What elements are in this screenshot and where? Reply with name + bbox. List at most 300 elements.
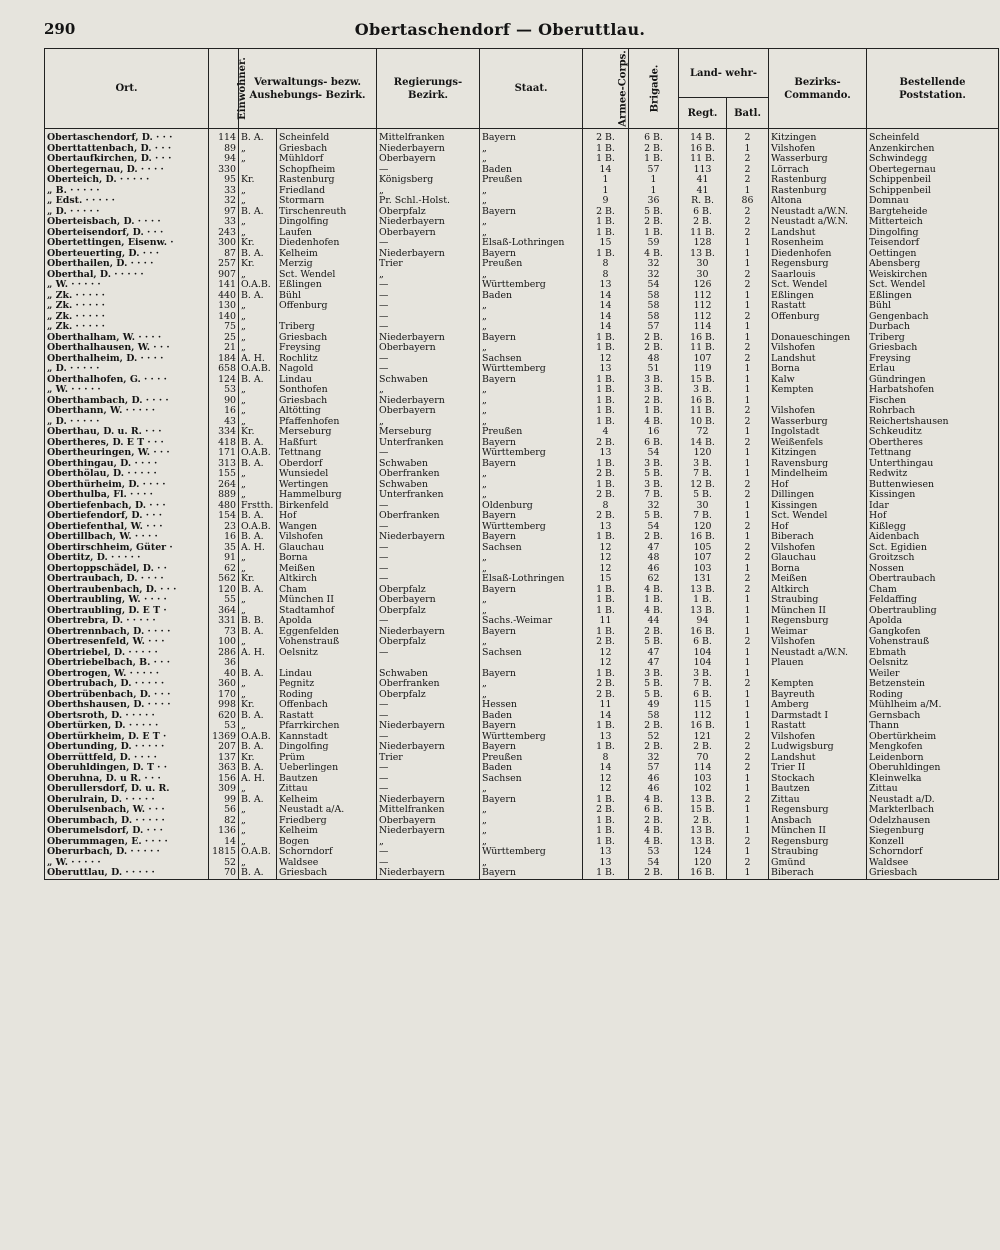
population: 480 <box>209 501 239 512</box>
admin-district: Wertingen <box>277 480 377 491</box>
table-row <box>45 396 999 407</box>
army-corps: 13 <box>583 522 629 533</box>
header-verwaltungsbezirk: Verwaltungs- bezw. Aushebungs- Bezirk. <box>239 49 377 129</box>
population: 43 <box>209 417 239 428</box>
post-station: Markterlbach <box>867 805 999 816</box>
state: „ <box>480 679 583 690</box>
population: 55 <box>209 595 239 606</box>
district-command: Plauen <box>769 658 867 669</box>
place-name: Oberulrain, D. · · · · · <box>45 795 209 806</box>
table-row <box>45 585 999 596</box>
brigade: 5 B. <box>629 637 679 648</box>
landwehr-regt: 1 B. <box>679 595 727 606</box>
gov-district: Oberbayern <box>377 595 480 606</box>
admin-type <box>239 658 277 669</box>
place-name: Oberteisendorf, D. · · · <box>45 228 209 239</box>
landwehr-batl: 1 <box>727 322 769 333</box>
army-corps: 12 <box>583 543 629 554</box>
landwehr-regt: 16 B. <box>679 396 727 407</box>
landwehr-batl: 1 <box>727 364 769 375</box>
state: Elsaß-Lothringen <box>480 574 583 585</box>
table-row <box>45 144 999 155</box>
table-row <box>45 658 999 669</box>
admin-type: „ <box>239 144 277 155</box>
post-station: Eßlingen <box>867 291 999 302</box>
population: 73 <box>209 627 239 638</box>
brigade: 5 B. <box>629 690 679 701</box>
post-station: Rohrbach <box>867 406 999 417</box>
place-name: Obertürkheim, D. E T · <box>45 732 209 743</box>
landwehr-regt: 112 <box>679 301 727 312</box>
landwehr-batl: 1 <box>727 144 769 155</box>
table-body <box>45 129 999 880</box>
state: Preußen <box>480 259 583 270</box>
landwehr-regt: R. B. <box>679 196 727 207</box>
admin-district: Apolda <box>277 616 377 627</box>
brigade: 3 B. <box>629 480 679 491</box>
place-name: Obertaufkirchen, D. · · · <box>45 154 209 165</box>
brigade: 2 B. <box>629 868 679 879</box>
state: Sachsen <box>480 543 583 554</box>
population: 14 <box>209 837 239 848</box>
population: 56 <box>209 805 239 816</box>
state: Sachsen <box>480 648 583 659</box>
state: Preußen <box>480 175 583 186</box>
admin-district: Oberdorf <box>277 459 377 470</box>
admin-type: „ <box>239 333 277 344</box>
state: Sachsen <box>480 354 583 365</box>
brigade: 32 <box>629 270 679 281</box>
admin-district: Pegnitz <box>277 679 377 690</box>
landwehr-batl: 1 <box>727 333 769 344</box>
place-name: Obertraubach, D. · · · · <box>45 574 209 585</box>
gov-district: Unterfranken <box>377 438 480 449</box>
admin-district <box>277 658 377 669</box>
post-station: Odelzhausen <box>867 816 999 827</box>
admin-district: Laufen <box>277 228 377 239</box>
landwehr-regt: 7 B. <box>679 679 727 690</box>
admin-district: Mühldorf <box>277 154 377 165</box>
state <box>480 658 583 669</box>
landwehr-regt: 115 <box>679 700 727 711</box>
state: „ <box>480 406 583 417</box>
admin-type: B. A. <box>239 669 277 680</box>
district-command: Zittau <box>769 795 867 806</box>
state: Bayern <box>480 511 583 522</box>
gov-district: Niederbayern <box>377 868 480 879</box>
landwehr-batl: 2 <box>727 270 769 281</box>
gov-district: — <box>377 312 480 323</box>
landwehr-regt: 2 B. <box>679 816 727 827</box>
place-name: Oberulsenbach, W. · · · <box>45 805 209 816</box>
landwehr-regt: 119 <box>679 364 727 375</box>
district-command: Ansbach <box>769 816 867 827</box>
population: 32 <box>209 196 239 207</box>
table-row <box>45 312 999 323</box>
header-ort: Ort. <box>45 49 209 129</box>
brigade: 54 <box>629 280 679 291</box>
place-name: Oberthulba, Fl. · · · · <box>45 490 209 501</box>
army-corps: 9 <box>583 196 629 207</box>
post-station: Leidenborn <box>867 753 999 764</box>
place-name: Obertegernau, D. · · · · <box>45 165 209 176</box>
army-corps: 1 B. <box>583 406 629 417</box>
brigade: 32 <box>629 501 679 512</box>
header-staat: Staat. <box>480 49 583 129</box>
post-station: Kleinwelka <box>867 774 999 785</box>
table-row <box>45 501 999 512</box>
army-corps: 13 <box>583 448 629 459</box>
gov-district: Niederbayern <box>377 217 480 228</box>
gov-district: — <box>377 322 480 333</box>
army-corps: 14 <box>583 711 629 722</box>
army-corps: 8 <box>583 259 629 270</box>
post-station: Weiskirchen <box>867 270 999 281</box>
landwehr-batl: 2 <box>727 217 769 228</box>
landwehr-regt: 103 <box>679 774 727 785</box>
table-row <box>45 333 999 344</box>
brigade: 4 B. <box>629 249 679 260</box>
state: Bayern <box>480 459 583 470</box>
admin-type: B. A. <box>239 532 277 543</box>
landwehr-regt: 7 B. <box>679 511 727 522</box>
population: 82 <box>209 816 239 827</box>
brigade: 59 <box>629 238 679 249</box>
state: „ <box>480 564 583 575</box>
army-corps: 1 B. <box>583 595 629 606</box>
table-row <box>45 186 999 197</box>
brigade: 46 <box>629 784 679 795</box>
brigade: 6 B. <box>629 438 679 449</box>
table-row <box>45 375 999 386</box>
place-name: Obertraubenbach, D. · · · <box>45 585 209 596</box>
header-landwehr-batl: Batl. <box>727 98 769 129</box>
state: Bayern <box>480 868 583 879</box>
brigade: 62 <box>629 574 679 585</box>
landwehr-regt: 16 B. <box>679 144 727 155</box>
army-corps: 1 <box>583 186 629 197</box>
brigade: 52 <box>629 732 679 743</box>
admin-type: B. A. <box>239 207 277 218</box>
post-station: Weiler <box>867 669 999 680</box>
landwehr-regt: 3 B. <box>679 669 727 680</box>
state: Bayern <box>480 721 583 732</box>
post-station: Sct. Egidien <box>867 543 999 554</box>
landwehr-regt: 15 B. <box>679 805 727 816</box>
state: „ <box>480 595 583 606</box>
place-name: Obertrebra, D. · · · · · <box>45 616 209 627</box>
brigade: 3 B. <box>629 385 679 396</box>
population: 94 <box>209 154 239 165</box>
admin-district: Prüm <box>277 753 377 764</box>
post-station: Idar <box>867 501 999 512</box>
header-armee-corps: Armee-Corps. <box>583 49 629 129</box>
gov-district: Königsberg <box>377 175 480 186</box>
army-corps: 2 B. <box>583 805 629 816</box>
table-row <box>45 669 999 680</box>
district-command: Wasserburg <box>769 154 867 165</box>
landwehr-batl: 2 <box>727 165 769 176</box>
admin-type: „ <box>239 784 277 795</box>
landwehr-batl: 1 <box>727 375 769 386</box>
post-station: Oettingen <box>867 249 999 260</box>
landwehr-regt: 30 <box>679 259 727 270</box>
place-name: Oberthalhofen, G. · · · · <box>45 375 209 386</box>
gov-district: Mittelfranken <box>377 129 480 144</box>
landwehr-batl: 1 <box>727 459 769 470</box>
landwehr-regt: 107 <box>679 553 727 564</box>
district-command: Vilshofen <box>769 343 867 354</box>
population: 53 <box>209 385 239 396</box>
table-row <box>45 469 999 480</box>
gov-district: Oberbayern <box>377 406 480 417</box>
gov-district: — <box>377 553 480 564</box>
army-corps: 2 B. <box>583 207 629 218</box>
landwehr-batl: 2 <box>727 679 769 690</box>
admin-type: „ <box>239 343 277 354</box>
landwehr-regt: 6 B. <box>679 637 727 648</box>
admin-type: „ <box>239 606 277 617</box>
gov-district: Oberpfalz <box>377 606 480 617</box>
admin-type: Kr. <box>239 238 277 249</box>
army-corps: 2 B. <box>583 469 629 480</box>
admin-type: „ <box>239 553 277 564</box>
admin-district: Roding <box>277 690 377 701</box>
population: 313 <box>209 459 239 470</box>
gov-district: „ <box>377 186 480 197</box>
post-station: Schippenbeil <box>867 175 999 186</box>
landwehr-regt: 6 B. <box>679 207 727 218</box>
brigade: 48 <box>629 354 679 365</box>
place-name: Oberuhldingen, D. T · · <box>45 763 209 774</box>
place-name: Oberurbach, D. · · · · · <box>45 847 209 858</box>
post-station: Reichertshausen <box>867 417 999 428</box>
district-command: Weißenfels <box>769 438 867 449</box>
landwehr-regt: 13 B. <box>679 585 727 596</box>
state: Württemberg <box>480 732 583 743</box>
landwehr-batl: 1 <box>727 249 769 260</box>
header-brigade: Brigade. <box>629 49 679 129</box>
gov-district: Oberpfalz <box>377 690 480 701</box>
place-name: Oberummagen, E. · · · · <box>45 837 209 848</box>
brigade: 58 <box>629 312 679 323</box>
district-command: Borna <box>769 564 867 575</box>
population: 1369 <box>209 732 239 743</box>
state: „ <box>480 301 583 312</box>
brigade: 48 <box>629 553 679 564</box>
district-command: Amberg <box>769 700 867 711</box>
landwehr-regt: 72 <box>679 427 727 438</box>
landwehr-batl: 1 <box>727 501 769 512</box>
population: 286 <box>209 648 239 659</box>
gov-district: Niederbayern <box>377 826 480 837</box>
place-name: „ D. · · · · · <box>45 207 209 218</box>
state: Preußen <box>480 427 583 438</box>
place-name: Oberttattenbach, D. · · · <box>45 144 209 155</box>
post-station: Dingolfing <box>867 228 999 239</box>
population: 170 <box>209 690 239 701</box>
post-station: Abensberg <box>867 259 999 270</box>
place-name: Oberteich, D. · · · · · <box>45 175 209 186</box>
army-corps: 2 B. <box>583 438 629 449</box>
state: Oldenburg <box>480 501 583 512</box>
state: Bayern <box>480 742 583 753</box>
landwehr-regt: 107 <box>679 354 727 365</box>
state: „ <box>480 606 583 617</box>
place-name: Obertheres, D. E T · · · <box>45 438 209 449</box>
landwehr-regt: 41 <box>679 175 727 186</box>
population: 140 <box>209 312 239 323</box>
admin-district: Kannstadt <box>277 732 377 743</box>
army-corps: 1 B. <box>583 249 629 260</box>
district-command: Regensburg <box>769 837 867 848</box>
admin-district: Cham <box>277 585 377 596</box>
landwehr-batl: 1 <box>727 774 769 785</box>
table-row <box>45 291 999 302</box>
district-command: Neustadt a/W.N. <box>769 207 867 218</box>
district-command: Landshut <box>769 753 867 764</box>
district-command <box>769 322 867 333</box>
place-name: Oberullersdorf, D. u. R. <box>45 784 209 795</box>
post-station: Obertraubling <box>867 606 999 617</box>
admin-district: Stormarn <box>277 196 377 207</box>
district-command: Lörrach <box>769 165 867 176</box>
admin-type: Kr. <box>239 574 277 585</box>
place-name: „ Zk. · · · · · <box>45 322 209 333</box>
post-station: Konzell <box>867 837 999 848</box>
place-name: Oberthalheim, D. · · · · <box>45 354 209 365</box>
admin-district: Altkirch <box>277 574 377 585</box>
brigade: 57 <box>629 165 679 176</box>
district-command: Ingolstadt <box>769 427 867 438</box>
population: 62 <box>209 564 239 575</box>
population: 334 <box>209 427 239 438</box>
table-row <box>45 480 999 491</box>
population: 331 <box>209 616 239 627</box>
place-name: Oberthambach, D. · · · · <box>45 396 209 407</box>
population: 363 <box>209 763 239 774</box>
place-name: Obertunding, D. · · · · · <box>45 742 209 753</box>
population: 33 <box>209 186 239 197</box>
population: 243 <box>209 228 239 239</box>
gov-district: — <box>377 238 480 249</box>
state: Baden <box>480 711 583 722</box>
landwehr-regt: 128 <box>679 238 727 249</box>
landwehr-regt: 16 B. <box>679 627 727 638</box>
post-station: Vohenstrauß <box>867 637 999 648</box>
army-corps: 1 B. <box>583 333 629 344</box>
landwehr-batl: 1 <box>727 385 769 396</box>
state: Württemberg <box>480 522 583 533</box>
gov-district: Niederbayern <box>377 333 480 344</box>
landwehr-batl: 1 <box>727 564 769 575</box>
brigade: 1 B. <box>629 406 679 417</box>
landwehr-batl: 1 <box>727 868 769 879</box>
district-command: Neustadt a/W.N. <box>769 217 867 228</box>
admin-district: Griesbach <box>277 144 377 155</box>
admin-type: „ <box>239 154 277 165</box>
army-corps: 1 B. <box>583 795 629 806</box>
admin-district: Hof <box>277 511 377 522</box>
state: Baden <box>480 763 583 774</box>
gov-district: — <box>377 784 480 795</box>
landwehr-regt: 131 <box>679 574 727 585</box>
brigade: 4 B. <box>629 837 679 848</box>
gov-district: — <box>377 648 480 659</box>
landwehr-regt: 30 <box>679 501 727 512</box>
brigade: 3 B. <box>629 459 679 470</box>
gov-district: — <box>377 280 480 291</box>
admin-district: Merseburg <box>277 427 377 438</box>
place-name: Obertrennbach, D. · · · · <box>45 627 209 638</box>
admin-type: B. A. <box>239 291 277 302</box>
place-name: „ Zk. · · · · · <box>45 312 209 323</box>
post-station: Tettnang <box>867 448 999 459</box>
gov-district: — <box>377 700 480 711</box>
admin-type: „ <box>239 721 277 732</box>
landwehr-batl: 2 <box>727 129 769 144</box>
post-station: Obertheres <box>867 438 999 449</box>
gov-district: — <box>377 564 480 575</box>
admin-type: B. A. <box>239 711 277 722</box>
landwehr-regt: 114 <box>679 763 727 774</box>
population: 889 <box>209 490 239 501</box>
admin-district: Kelheim <box>277 795 377 806</box>
district-command: Vilshofen <box>769 637 867 648</box>
brigade: 32 <box>629 259 679 270</box>
place-name: Oberthölau, D. · · · · · <box>45 469 209 480</box>
district-command: Mindelheim <box>769 469 867 480</box>
admin-district: Hammelburg <box>277 490 377 501</box>
post-station: Apolda <box>867 616 999 627</box>
army-corps: 1 B. <box>583 585 629 596</box>
place-name: Obertraubling, W. · · · · <box>45 595 209 606</box>
admin-type: „ <box>239 490 277 501</box>
table-row <box>45 711 999 722</box>
army-corps: 14 <box>583 763 629 774</box>
table-row <box>45 648 999 659</box>
admin-district: Nagold <box>277 364 377 375</box>
landwehr-batl: 2 <box>727 553 769 564</box>
brigade: 6 B. <box>629 805 679 816</box>
admin-type: Kr. <box>239 700 277 711</box>
admin-district: Kelheim <box>277 826 377 837</box>
state: Bayern <box>480 585 583 596</box>
admin-type: B. A. <box>239 129 277 144</box>
population: 998 <box>209 700 239 711</box>
table-row <box>45 805 999 816</box>
state: „ <box>480 228 583 239</box>
district-command: Meißen <box>769 574 867 585</box>
gov-district: — <box>377 448 480 459</box>
admin-district: Sonthofen <box>277 385 377 396</box>
gov-district: Oberbayern <box>377 343 480 354</box>
army-corps: 13 <box>583 280 629 291</box>
admin-type: „ <box>239 270 277 281</box>
admin-type: O.A.B. <box>239 448 277 459</box>
table-row <box>45 511 999 522</box>
post-station: Neustadt a/D. <box>867 795 999 806</box>
place-name: Obertillbach, W. · · · · <box>45 532 209 543</box>
page-title: Obertaschendorf — Oberuttlau. <box>354 20 646 39</box>
admin-district: Offenburg <box>277 301 377 312</box>
landwehr-regt: 30 <box>679 270 727 281</box>
state: Bayern <box>480 129 583 144</box>
population: 124 <box>209 375 239 386</box>
table-row <box>45 595 999 606</box>
population: 620 <box>209 711 239 722</box>
landwehr-regt: 13 B. <box>679 837 727 848</box>
